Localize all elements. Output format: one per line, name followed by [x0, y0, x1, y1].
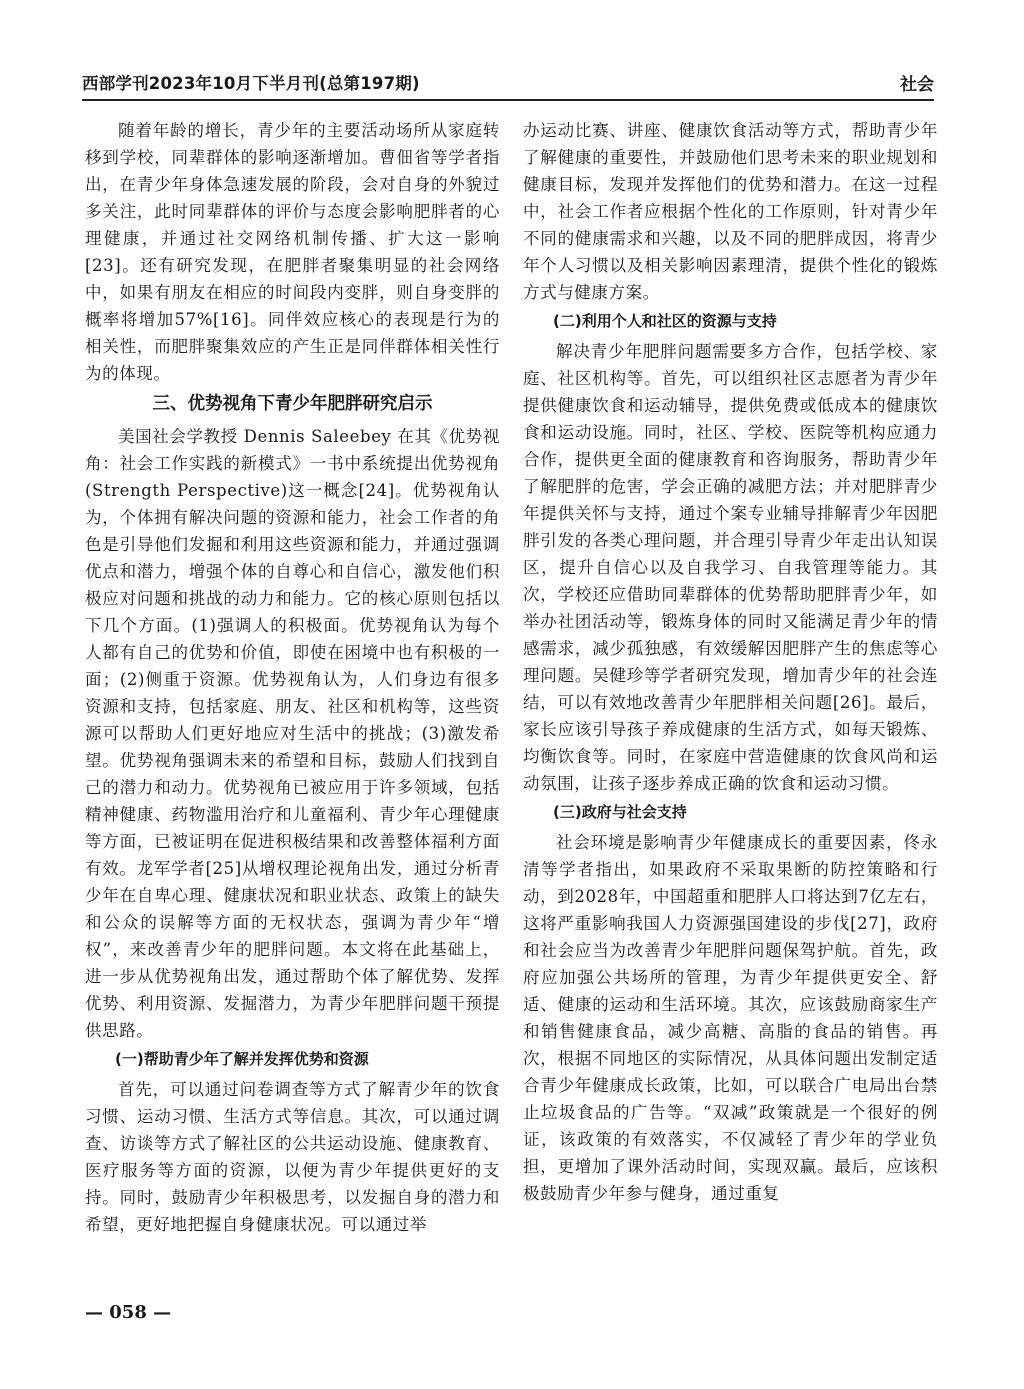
- journal-title: 西部学刊2023年10月下半月刊(总第197期): [82, 74, 420, 93]
- paragraph: 美国社会学教授 Dennis Saleebey 在其《优势视角：社会工作实践的新模式》一书中系统提出优势视角(Strength Perspective)这一概念[24]。优势视角认为，个体拥有解决问题的资源和能力，社会工作者的角色是引导他们发掘和利用这些资源和能力，并通过强调优点和潜力，增强个体的自尊心和自信心，激发他们积极应对问题和挑战的动力和能力。它的核心原则包括以下几个方面。(1)强调人的积极面。优势视角认为每个人都有自己的优势和价值，即使在困境中也有积极的一面；(2)侧重于资源。优势视角认为，人们身边有很多资源和支持，包括家庭、朋友、社区和机构等，这些资源可以帮助人们更好地应对生活中的挑战；(3)激发希望。优势视角强调未来的希望和目标，鼓励人们找到自己的潜力和动力。优势视角已被应用于许多领域，包括精神健康、药物滥用治疗和儿童福利、青少年心理健康等方面，已被证明在促进积极结果和改善整体福利方面有效。龙军学者[25]从增权理论视角出发，通过分析青少年在自卑心理、健康状况和职业状态、政策上的缺失和公众的误解等方面的无权状态，强调为青少年“增权”，来改善青少年的肥胖问题。本文将在此基础上，进一步从优势视角出发，通过帮助个体了解优势、发挥优势、利用资源、发掘潜力，为青少年肥胖问题干预提供思路。: [85, 427, 500, 1040]
- paragraph: 办运动比赛、讲座、健康饮食活动等方式，帮助青少年了解健康的重要性，并鼓励他们思考未来的职业规划和健康目标，发现并发挥他们的优势和潜力。在这一过程中，社会工作者应根据个性化的工作原则，针对青少年不同的健康需求和兴趣，以及不同的肥胖成因，将青少年个人习惯以及相关影响因素理清，提供个性化的锻炼方式与健康方案。: [523, 121, 938, 302]
- subsection-heading: (一)帮助青少年了解并发挥优势和资源: [115, 1050, 369, 1068]
- paragraph: 随着年龄的增长，青少年的主要活动场所从家庭转移到学校，同辈群体的影响逐渐增加。曹佃省等学者指出，在青少年身体急速发展的阶段，会对自身的外貌过多关注，此时同辈群体的评价与态度会影响肥胖者的心理健康，并通过社交网络机制传播、扩大这一影响[23]。还有研究发现，在肥胖者聚集明显的社会网络中，如果有朋友在相应的时间段内变胖，则自身变胖的概率将增加57%[16]。同伴效应核心的表现是行为的相关性，而肥胖聚集效应的产生正是同伴群体相关性行为的体现。: [85, 121, 500, 383]
- left-column: [85, 117, 500, 1238]
- paragraph: 解决青少年肥胖问题需要多方合作，包括学校、家庭、社区机构等。首先，可以组织社区志愿者为青少年提供健康饮食和运动辅导，提供免费或低成本的健康饮食和运动设施。同时，社区、学校、医院等机构应通力合作，提供更全面的健康教育和咨询服务，帮助青少年了解肥胖的危害，学会正确的减肥方法；并对肥胖青少年提供关怀与支持，通过个案专业辅导排解青少年因肥胖引发的各类心理问题，并合理引导青少年走出认知误区，提升自信心以及自我学习、自我管理等能力。其次，学校还应借助同辈群体的优势帮助肥胖青少年，如举办社团活动等，锻炼身体的同时又能满足青少年的情感需求，减少孤独感，有效缓解因肥胖产生的焦虑等心理问题。吴健珍等学者研究发现，增加青少年的社会连结，可以有效地改善青少年肥胖相关问题[26]。最后，家长应该引导孩子养成健康的生活方式，如每天锻炼、均衡饮食等。同时，在家庭中营造健康的饮食风尚和运动氛围，让孩子逐步养成正确的饮食和运动习惯。: [523, 342, 938, 793]
- section-label: 社会: [900, 75, 934, 95]
- subsection-heading: (三)政府与社会支持: [553, 803, 687, 821]
- running-header: [82, 68, 934, 98]
- section-heading: 三、优势视角下青少年肥胖研究启示: [152, 394, 433, 414]
- page-number: — 058 —: [85, 1302, 172, 1323]
- header-rule: [82, 99, 934, 101]
- right-column: [523, 117, 938, 1207]
- paragraph: 社会环境是影响青少年健康成长的重要因素，佟永清等学者指出，如果政府不采取果断的防控策略和行动，到2028年，中国超重和肥胖人口将达到7亿左右，这将严重影响我国人力资源强国建设的步伐[27]，政府和社会应当为改善青少年肥胖问题保驾护航。首先，政府应加强公共场所的管理，为青少年提供更安全、舒适、健康的运动和生活环境。其次，应该鼓励商家生产和销售健康食品，减少高糖、高脂的食品的销售。再次，根据不同地区的实际情况，从具体问题出发制定适合青少年健康成长政策，比如，可以联合广电局出台禁止垃圾食品的广告等。“双减”政策就是一个很好的例证，该政策的有效落实，不仅减轻了青少年的学业负担，更增加了课外活动时间，实现双赢。最后，应该积极鼓励青少年参与健身，通过重复: [523, 833, 938, 1203]
- paragraph: 首先，可以通过问卷调查等方式了解青少年的饮食习惯、运动习惯、生活方式等信息。其次，可以通过调查、访谈等方式了解社区的公共运动设施、健康教育、医疗服务等方面的资源，以便为青少年提供更好的支持。同时，鼓励青少年积极思考，以发掘自身的潜力和希望，更好地把握自身健康状况。可以通过举: [85, 1080, 500, 1234]
- subsection-heading: (二)利用个人和社区的资源与支持: [553, 312, 777, 330]
